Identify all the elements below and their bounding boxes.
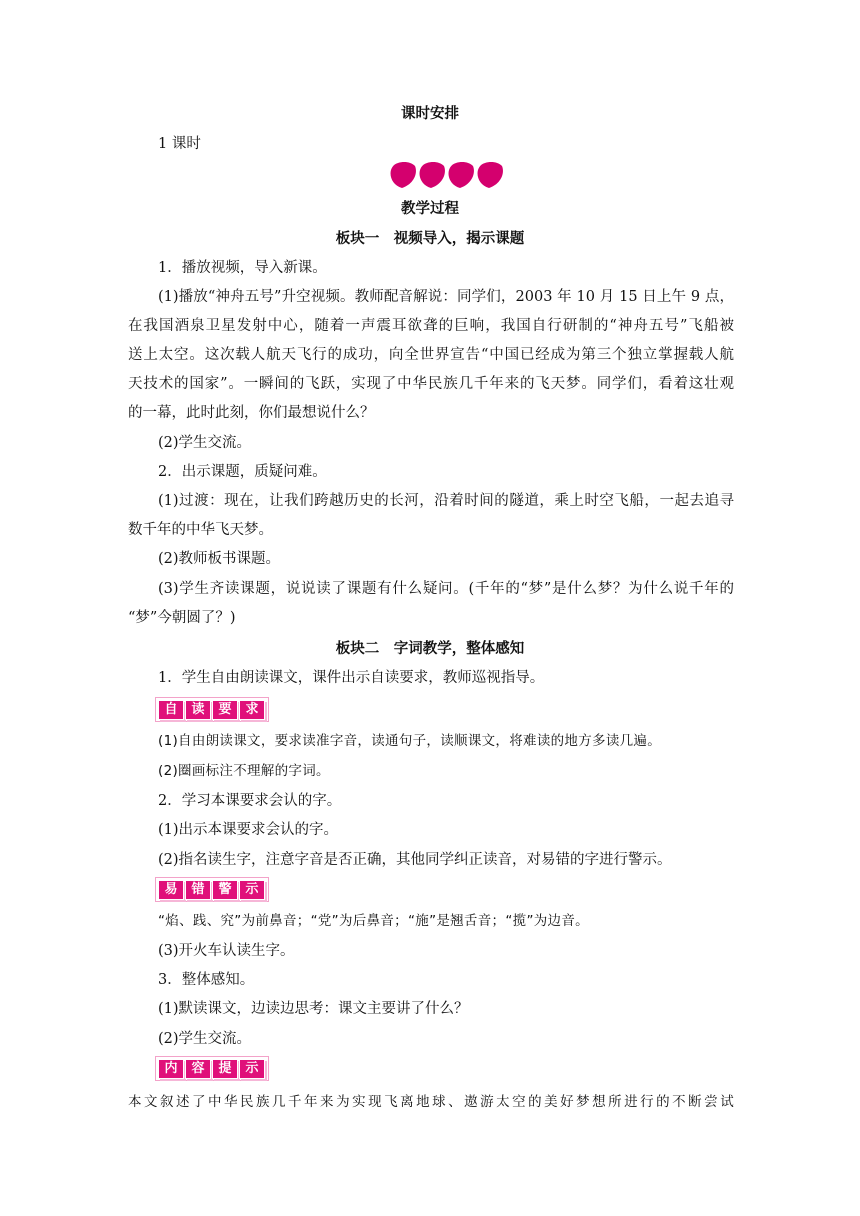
section2-p10: (2)学生交流。 — [158, 1031, 252, 1047]
section1-p1-line5: 的一幕，此时此刻，你们最想说什么？ — [128, 405, 375, 421]
content-hint-tag — [158, 1059, 266, 1078]
tag-char: 易 — [158, 880, 184, 900]
petal-shape — [478, 162, 503, 188]
tag-char: 警 — [212, 880, 238, 900]
section1-p5-line1: (3)学生齐读课题，说说读了课题有什么疑问。(千年的“梦”是什么梦？为什么说千年的 — [158, 581, 734, 597]
tag-char: 容 — [185, 1059, 211, 1079]
content-summary: 本文叙述了中华民族几千年来为实现飞离地球、遨游太空的美好梦想所进行的不断尝试 — [128, 1094, 734, 1110]
error-warning-tag — [158, 880, 266, 899]
petal-shape — [391, 162, 416, 188]
section1-p2: (2)学生交流。 — [158, 435, 252, 451]
section1-p3-line1: (1)过渡：现在，让我们跨越历史的长河，沿着时间的隧道，乘上时空飞船，一起去追寻 — [158, 493, 734, 509]
petal-shape — [449, 162, 474, 188]
tag-char: 错 — [185, 880, 211, 900]
lesson-hours: 1 课时 — [158, 136, 201, 152]
section1-step2: 2．出示课题，质疑问难。 — [158, 464, 327, 480]
section2-step3: 3．整体感知。 — [158, 972, 255, 988]
section2-p6: (1)出示本课要求会认的字。 — [158, 822, 339, 838]
section-banner-decoration — [388, 160, 504, 190]
section1-p1-line2: 在我国酒泉卫星发射中心，随着一声震耳欲聋的巨响，我国自行研制的“神舟五号”飞船被 — [128, 318, 734, 334]
tag-char: 读 — [185, 700, 211, 720]
tag-char: 自 — [158, 700, 184, 720]
tag-char: 示 — [239, 1059, 265, 1079]
section2-p9: (1)默读课文，边读边思考：课文主要讲了什么？ — [158, 1001, 469, 1017]
section1-p1-line4: 天技术的国家”。一瞬间的飞跃，实现了中华民族几千年来的飞天梦。同学们，看着这壮观 — [128, 376, 734, 392]
section2-p7: (2)指名读生字，注意字音是否正确，其他同学纠正读音，对易错的字进行警示。 — [158, 852, 672, 868]
section2-step2: 2．学习本课要求会认的字。 — [158, 793, 342, 809]
section2-p8: (3)开火车认读生字。 — [158, 943, 295, 959]
section1-p3-line2: 数千年的中华飞天梦。 — [128, 522, 273, 538]
tag-char: 要 — [212, 700, 238, 720]
self-reading-req1: (1)自由朗读课文，要求读准字音，读通句子，读顺课文，将难读的地方多读几遍。 — [158, 733, 662, 749]
teaching-process-title: 教学过程 — [401, 201, 459, 217]
section1-title: 板块一 视频导入，揭示课题 — [335, 231, 525, 247]
section2-title: 板块二 字词教学，整体感知 — [335, 641, 525, 657]
section1-p4: (2)教师板书课题。 — [158, 551, 281, 567]
tag-char: 求 — [239, 700, 265, 720]
petal-shape — [420, 162, 445, 188]
self-reading-requirements-tag — [158, 700, 266, 719]
section1-p5-line2: “梦”今朝圆了？) — [128, 610, 236, 626]
lesson-arrangement-title: 课时安排 — [401, 106, 459, 122]
tag-char: 提 — [212, 1059, 238, 1079]
tag-char: 示 — [239, 880, 265, 900]
tag-char: 内 — [158, 1059, 184, 1079]
pronunciation-warning: “焰、践、究”为前鼻音；“党”为后鼻音；“施”是翘舌音；“揽”为边音。 — [158, 913, 589, 929]
self-reading-req2: (2)圈画标注不理解的字词。 — [158, 763, 330, 779]
section1-step1: 1．播放视频，导入新课。 — [158, 260, 327, 276]
section1-p1-line3: 送上太空。这次载人航天飞行的成功，向全世界宣告“中国已经成为第三个独立掌握载人航 — [128, 347, 734, 363]
section2-step1: 1．学生自由朗读课文，课件出示自读要求，教师巡视指导。 — [158, 670, 545, 686]
section1-p1-line1: (1)播放“神舟五号”升空视频。教师配音解说：同学们，2003 年 10 月 15 日上午 9 点， — [158, 289, 734, 305]
